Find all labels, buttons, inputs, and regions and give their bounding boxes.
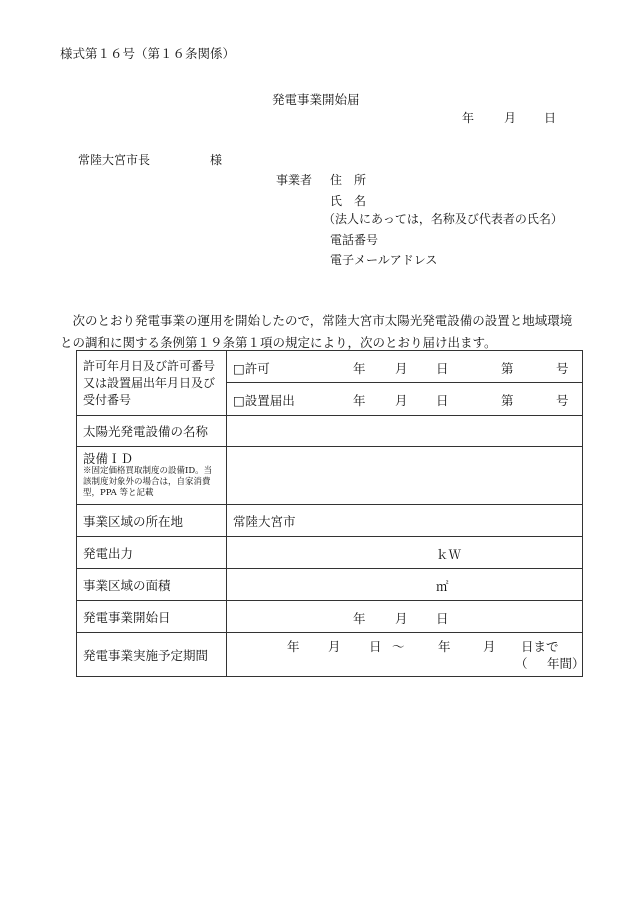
permit-dai: 第 — [501, 361, 514, 376]
period-years: 年間） — [547, 656, 585, 671]
start-date-value[interactable] — [227, 601, 583, 633]
table-row — [77, 569, 583, 601]
facility-id-value[interactable] — [227, 447, 583, 505]
location-label: 事業区域の所在地 — [77, 505, 227, 537]
table-row — [77, 505, 583, 537]
notify-month: 月 — [395, 393, 408, 408]
period-end-month: 月 — [483, 639, 496, 654]
table-row — [77, 633, 583, 677]
notify-go: 号 — [556, 393, 569, 408]
period-open-paren: （ — [515, 656, 528, 671]
period-tilde: ～ — [392, 639, 405, 654]
applicant-email-label: 電子メールアドレス — [330, 253, 438, 267]
output-label: 発電出力 — [77, 537, 227, 569]
area-label: 事業区域の面積 — [77, 569, 227, 601]
table-row — [77, 351, 583, 383]
applicant-label: 事業者 — [276, 173, 313, 187]
location-value[interactable]: 常陸大宮市 — [227, 505, 583, 537]
facility-id-label-text: 設備ＩＤ — [83, 451, 134, 466]
facility-name-label: 太陽光発電設備の名称 — [77, 416, 227, 447]
start-month: 月 — [395, 611, 408, 626]
date-month-label: 月 — [504, 111, 517, 125]
start-year: 年 — [353, 611, 366, 626]
addressee-honorific: 様 — [210, 153, 223, 167]
notify-day: 日 — [436, 393, 449, 408]
permit-day: 日 — [436, 361, 449, 376]
facility-name-value[interactable] — [227, 416, 583, 447]
period-start-month: 月 — [328, 639, 341, 654]
table-row — [77, 537, 583, 569]
start-date-label: 発電事業開始日 — [77, 601, 227, 633]
date-day-label: 日 — [544, 111, 557, 125]
permit-row — [227, 351, 583, 383]
facility-id-label — [77, 447, 227, 505]
table-row — [77, 601, 583, 633]
date-year-label: 年 — [462, 111, 475, 125]
permit-month: 月 — [395, 361, 408, 376]
notify-checkbox-label[interactable]: □設置届出 — [233, 393, 295, 408]
period-label: 発電事業実施予定期間 — [77, 633, 227, 677]
permit-checkbox-label[interactable]: □許可 — [233, 361, 270, 376]
applicant-address-label: 住 所 — [330, 173, 367, 187]
notify-dai: 第 — [501, 393, 514, 408]
addressee-name: 常陸大宮市長 — [78, 153, 151, 167]
period-start-year: 年 — [287, 639, 300, 654]
period-until: 日まで — [521, 639, 559, 654]
notify-year: 年 — [353, 393, 366, 408]
facility-id-note: ※固定価格買取制度の設備ID。当該制度対象外の場合は，自家消費型，PPA 等と記載 — [83, 466, 213, 498]
body-paragraph: 次のとおり発電事業の運用を開始したので，常陸大宮市太陽光発電設備の設置と地域環境との調和に関する条例第１９条第１項の規定により，次のとおり届け出ます。 — [60, 313, 573, 350]
notify-row — [227, 383, 583, 416]
area-unit: ㎡ — [436, 579, 449, 594]
period-end-year: 年 — [438, 639, 451, 654]
output-unit: ｋＷ — [436, 547, 462, 562]
permit-year: 年 — [353, 361, 366, 376]
permit-label-text: 許可年月日及び許可番号又は設置届出年月日及び受付番号 — [83, 358, 216, 407]
notification-table — [76, 350, 583, 677]
table-row — [77, 416, 583, 447]
permit-go: 号 — [556, 361, 569, 376]
area-value[interactable] — [227, 569, 583, 601]
table-row — [77, 447, 583, 505]
permit-label — [77, 351, 227, 416]
page-title: 発電事業開始届 — [272, 92, 360, 107]
period-value[interactable] — [227, 633, 583, 677]
applicant-phone-label: 電話番号 — [330, 233, 379, 247]
start-day: 日 — [436, 611, 449, 626]
applicant-name-label: 氏 名 — [330, 194, 367, 208]
output-value[interactable] — [227, 537, 583, 569]
form-number: 様式第１６号（第１６条関係） — [60, 46, 236, 61]
applicant-corp-note: （法人にあっては，名称及び代表者の氏名） — [323, 212, 563, 226]
period-start-day: 日 — [369, 639, 382, 654]
